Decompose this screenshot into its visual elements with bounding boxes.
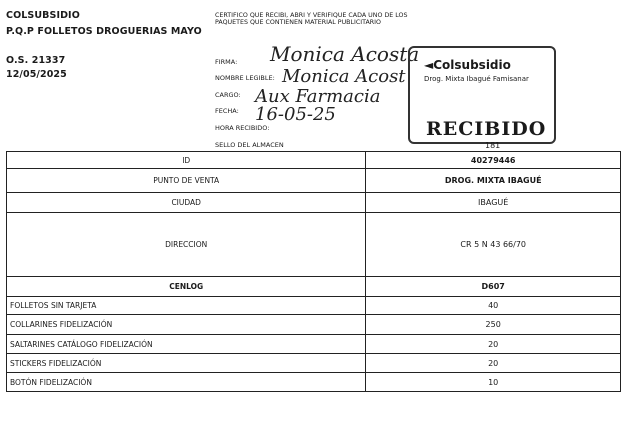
delivery-table <box>6 151 621 392</box>
table-row <box>7 169 621 193</box>
stamp-received-text: RECIBIDO <box>426 118 547 140</box>
colsubsidio-logo-icon: ◄ <box>424 58 434 72</box>
row-label: SALTARINES CATÁLOGO FIDELIZACIÓN <box>7 335 366 354</box>
table-row <box>7 297 621 315</box>
table-row <box>7 354 621 373</box>
row-value: DROG. MIXTA IBAGUÉ <box>366 169 621 193</box>
row-value: 20 <box>366 354 621 373</box>
handwritten-position: Aux Farmacia <box>255 86 381 107</box>
row-label: CENLOG <box>7 277 366 297</box>
row-label: CIUDAD <box>7 193 366 213</box>
document-title: P.Q.P FOLLETOS DROGUERIAS MAYO <box>6 26 202 37</box>
row-value: CR 5 N 43 66/70 <box>366 213 621 277</box>
row-label: DIRECCION <box>7 213 366 277</box>
signature-label: FIRMA: <box>215 58 238 66</box>
order-number: O.S. 21337 <box>6 55 66 66</box>
row-label: FOLLETOS SIN TARJETA <box>7 297 366 315</box>
legible-name-label: NOMBRE LEGIBLE: <box>215 74 275 82</box>
store-seal-label: SELLO DEL ALMACEN <box>215 141 284 149</box>
row-value: D607 <box>366 277 621 297</box>
position-label: CARGO: <box>215 91 241 99</box>
stamp-logo: ◄Colsubsidio <box>424 58 511 72</box>
received-time-label: HORA RECIBIDO: <box>215 124 270 132</box>
certificate-text: CERTIFICO QUE RECIBI, ABRI Y VERIFIQUE CADA UNO DE LOS PAQUETES QUE CONTIENEN MATERIAL PUBLICITARIO <box>215 12 408 26</box>
row-value: IBAGUÉ <box>366 193 621 213</box>
row-label: PUNTO DE VENTA <box>7 169 366 193</box>
row-value: 20 <box>366 335 621 354</box>
row-label: ID <box>7 152 366 169</box>
handwritten-name: Monica Acost <box>282 66 406 87</box>
row-label: BOTÓN FIDELIZACIÓN <box>7 373 366 392</box>
handwritten-signature: Monica Acosta <box>270 42 420 66</box>
date-label: FECHA: <box>215 107 239 115</box>
document-date: 12/05/2025 <box>6 69 67 80</box>
received-stamp <box>408 46 556 144</box>
table-row <box>7 373 621 392</box>
row-value: 250 <box>366 315 621 335</box>
row-value: 40279446 <box>366 152 621 169</box>
stamp-subtitle: Drog. Mixta Ibagué Famisanar <box>424 75 529 83</box>
company-name: COLSUBSIDIO <box>6 10 80 21</box>
table-row <box>7 213 621 277</box>
table-row <box>7 193 621 213</box>
stamp-number: 181 <box>485 141 501 150</box>
row-value: 10 <box>366 373 621 392</box>
row-value: 40 <box>366 297 621 315</box>
table-row <box>7 315 621 335</box>
table-row <box>7 277 621 297</box>
row-label: COLLARINES FIDELIZACIÓN <box>7 315 366 335</box>
table-row <box>7 335 621 354</box>
handwritten-date: 16-05-25 <box>255 104 336 125</box>
row-label: STICKERS FIDELIZACIÓN <box>7 354 366 373</box>
table-row <box>7 152 621 169</box>
